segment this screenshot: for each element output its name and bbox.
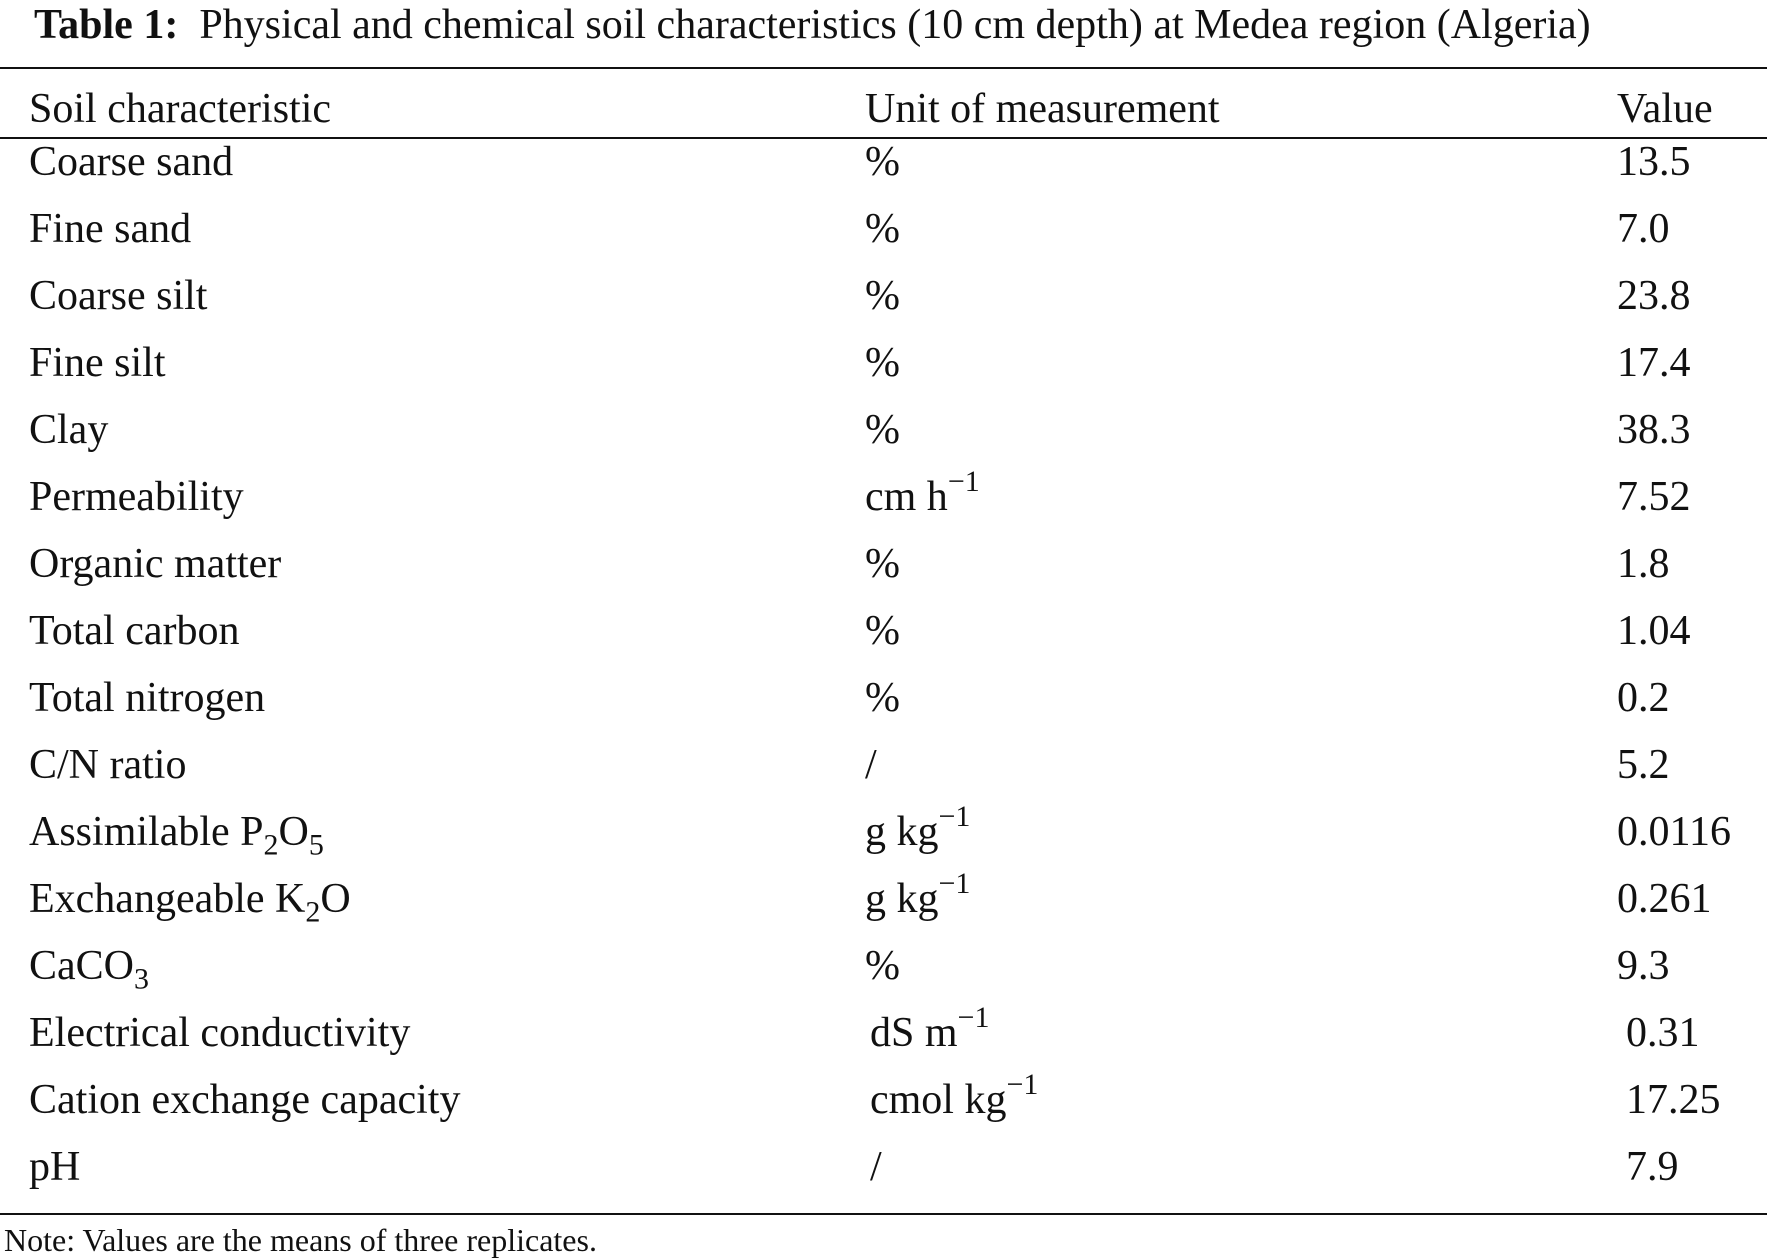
formula-text: O: [278, 809, 309, 855]
cell-unit: %: [865, 608, 900, 654]
cell-value: 7.0: [1617, 206, 1670, 252]
cell-unit: %: [865, 541, 900, 587]
cell-characteristic: Cation exchange capacity: [29, 1077, 461, 1123]
cell-unit: %: [865, 407, 900, 453]
cell-value: 7.9: [1626, 1144, 1679, 1190]
cell-characteristic: Fine sand: [29, 206, 192, 252]
cell-value: 0.261: [1617, 876, 1712, 922]
cell-value: 9.3: [1617, 943, 1670, 989]
unit-exponent: −1: [957, 1001, 990, 1034]
cell-unit: [870, 1068, 1039, 1123]
cell-characteristic: Coarse sand: [29, 139, 234, 185]
unit-exponent: −1: [938, 867, 971, 900]
cell-characteristic: C/N ratio: [29, 742, 187, 788]
unit-base: cm h: [865, 474, 948, 520]
formula-text: CaCO: [29, 943, 134, 989]
cell-characteristic: pH: [29, 1144, 81, 1190]
unit-base: g kg: [865, 809, 939, 855]
cell-characteristic: Clay: [29, 407, 109, 453]
cell-value: 1.04: [1617, 608, 1691, 654]
unit-base: cmol kg: [870, 1077, 1007, 1123]
formula-text: O: [320, 876, 351, 922]
cell-characteristic: Total carbon: [29, 608, 240, 654]
table-label: Table 1:: [34, 2, 179, 48]
cell-value: 13.5: [1617, 139, 1691, 185]
cell-value: 0.0116: [1617, 809, 1731, 855]
cell-value: 38.3: [1617, 407, 1691, 453]
header-unit: Unit of measurement: [865, 86, 1220, 132]
table-title: Physical and chemical soil characteristics (10 cm depth) at Medea region (Algeria): [199, 2, 1591, 48]
cell-unit: %: [865, 675, 900, 721]
cell-value: 1.8: [1617, 541, 1670, 587]
cell-value: 17.4: [1617, 340, 1691, 386]
cell-unit: [865, 465, 980, 520]
cell-value: 5.2: [1617, 742, 1670, 788]
table-caption: [34, 4, 1591, 46]
header-soil-characteristic: Soil characteristic: [29, 86, 332, 132]
cell-value: 0.2: [1617, 675, 1670, 721]
cell-value: 0.31: [1626, 1010, 1700, 1056]
cell-characteristic: Total nitrogen: [29, 675, 266, 721]
cell-unit: [870, 1001, 990, 1056]
cell-value: 17.25: [1626, 1077, 1721, 1123]
formula-subscript: 2: [305, 895, 321, 929]
bottom-rule: [0, 1213, 1767, 1215]
cell-unit: /: [870, 1144, 882, 1190]
cell-characteristic: Organic matter: [29, 541, 282, 587]
unit-base: dS m: [870, 1010, 958, 1056]
top-rule: [0, 67, 1767, 69]
formula-subscript: 3: [134, 962, 149, 996]
cell-value: 7.52: [1617, 474, 1691, 520]
cell-characteristic: Electrical conductivity: [29, 1010, 411, 1056]
formula-text: Assimilable P: [29, 809, 264, 855]
unit-exponent: −1: [1006, 1068, 1039, 1101]
cell-unit: %: [865, 340, 900, 386]
cell-characteristic: [29, 876, 351, 929]
formula-subscript: 2: [263, 828, 279, 862]
unit-base: g kg: [865, 876, 939, 922]
formula-subscript: 5: [308, 828, 324, 862]
cell-characteristic: Permeability: [29, 474, 244, 520]
cell-characteristic: [29, 943, 149, 996]
cell-value: 23.8: [1617, 273, 1691, 319]
cell-unit: %: [865, 139, 900, 185]
unit-exponent: −1: [938, 800, 971, 833]
cell-characteristic: Fine silt: [29, 340, 166, 386]
header-value: Value: [1617, 86, 1713, 132]
unit-exponent: −1: [947, 465, 980, 498]
cell-unit: %: [865, 206, 900, 252]
cell-unit: %: [865, 273, 900, 319]
table-note: Note: Values are the means of three replicates.: [4, 1222, 597, 1258]
cell-characteristic: Coarse silt: [29, 273, 208, 319]
cell-characteristic: [29, 809, 324, 862]
cell-unit: [865, 800, 971, 855]
cell-unit: %: [865, 943, 900, 989]
formula-text: Exchangeable K: [29, 876, 306, 922]
cell-unit: [865, 867, 971, 922]
cell-unit: /: [865, 742, 877, 788]
